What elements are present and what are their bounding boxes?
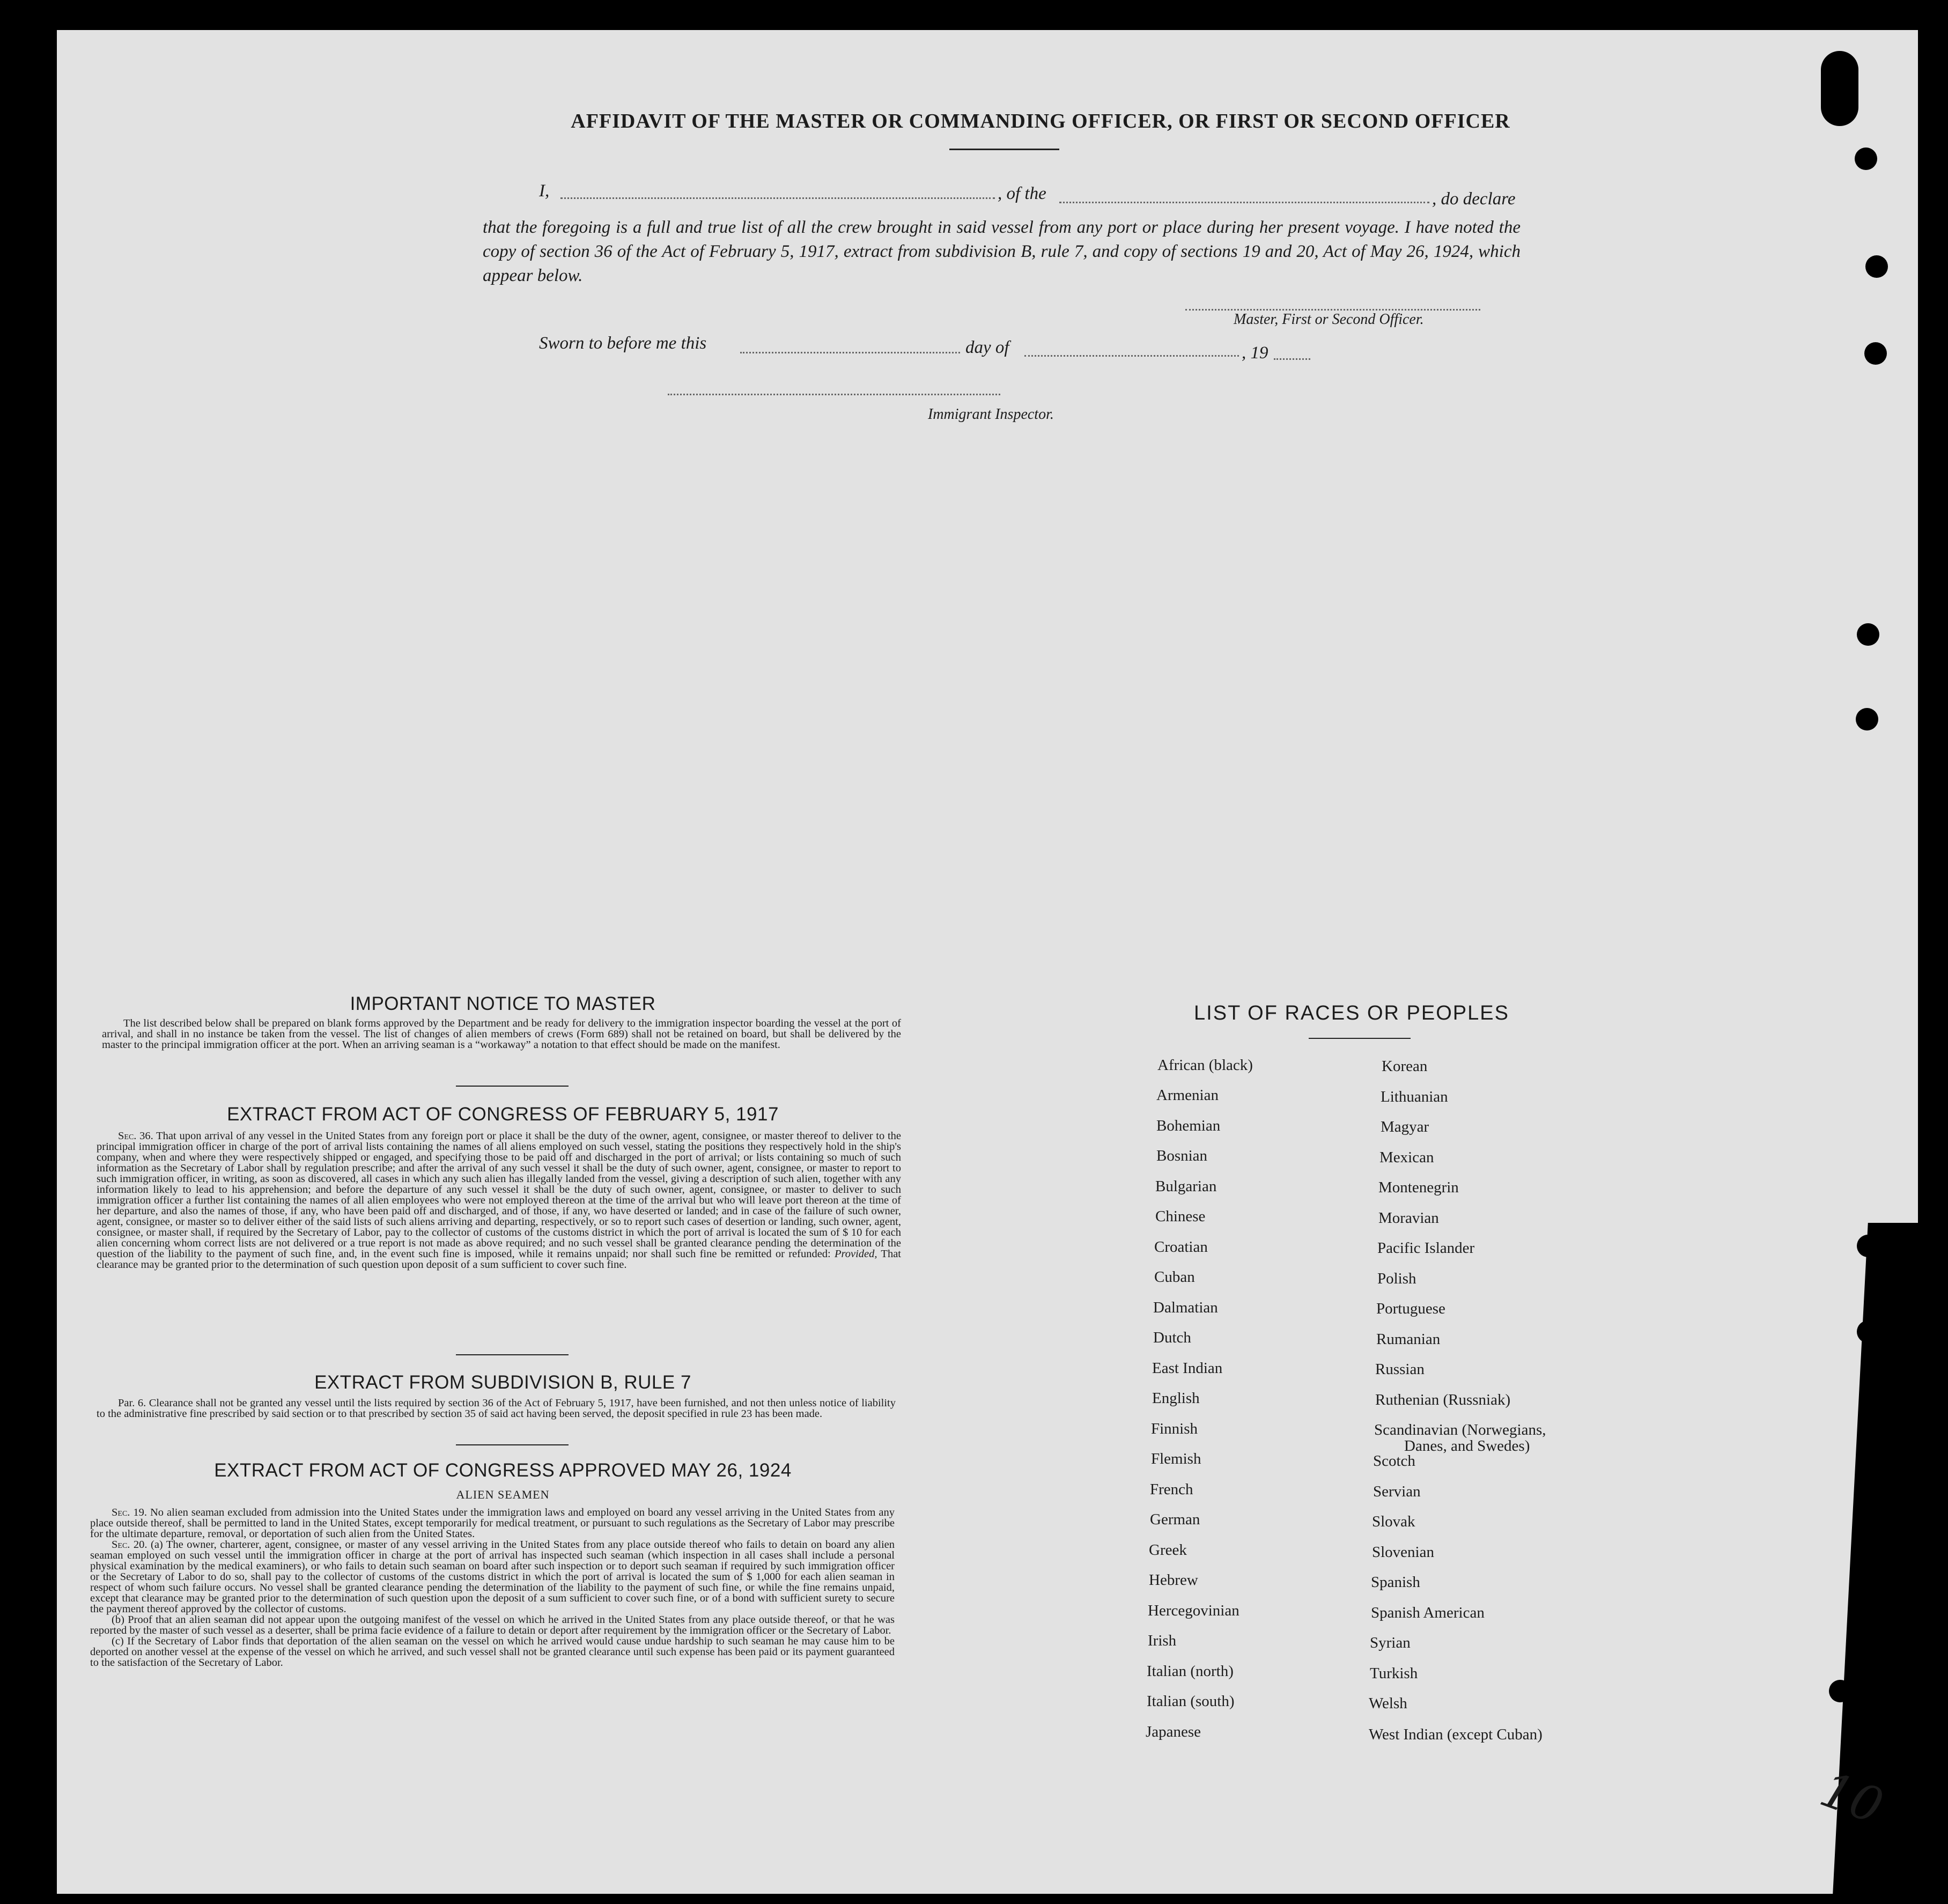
races-title: LIST OF RACES OR PEOPLES [1194,1002,1509,1024]
race-item: Ruthenian (Russniak) [1375,1391,1511,1408]
sec20a-text: (a) The owner, charterer, agent, consignee, or master of any vessel arriving in the United States from any place outside thereof who fails to detain on board any alien seaman employed on such vessel until the immigration officer in charge at the port of arrival has inspected such seaman (which inspection in all cases shall include a personal physical examination by the medical examiners), or who fails to detain such seaman on board after such inspection or to deport such seaman if required by such immigration officer or the Secretary of Labor to do so, shall pay to the collector of customs of the customs district in which the port of arrival is located the sum of $ 1,000 for each alien seaman in respect of whom such failure occurs. No vessel shall be granted clearance pending the determination of the liability to the payment of such fine, or while the fine remains unpaid, except that clearance may be granted prior to the determination of such question upon the deposit of a sum sufficient to cover such fine, or of a bond with sufficient surety to secure the payment thereof approved by the collector of customs. [90,1539,895,1615]
section-rule [456,1354,569,1355]
master-signature-field[interactable] [1185,309,1480,311]
of-the-label: , of the [998,184,1046,203]
race-item: Mexican [1379,1149,1434,1166]
race-item: West Indian (except Cuban) [1369,1726,1543,1743]
alien-seamen-subtitle: ALIEN SEAMEN [456,1488,550,1501]
race-item: Cuban [1154,1268,1195,1286]
race-item: French [1150,1481,1193,1498]
sec19-text: No alien seaman excluded from admission into the United States under the immigration laws and employed on board any vessel arriving in the United States from any place outside thereof, shall be permitted to land in the United States, except temporarily for medical treatment, or pursuant to such regulations as the Secretary of Labor may prescribe for the ultimate departure, removal, or deportation of such alien from the United States. [90,1507,895,1540]
race-item: English [1152,1390,1200,1407]
race-item: Irish [1148,1632,1177,1649]
section-rule [456,1444,569,1445]
section-rule [456,1086,569,1087]
race-item: Polish [1377,1270,1416,1287]
binder-hole [1855,147,1877,170]
race-item: Flemish [1151,1450,1201,1467]
race-item: Portuguese [1376,1300,1445,1317]
races-title-rule [1309,1038,1411,1039]
sec20c-text: (c) If the Secretary of Labor finds that deportation of the alien seaman on the vessel on which he arrived would cause undue hardship to such seaman he may cause him to be deported on another vessel at the expense of the vessel on which he arrived, and such vessel shall not be granted clearance until such expense has been paid or its payment guaranteed to the satisfaction of the Secretary of Labor. [90,1635,895,1669]
race-item: Danes, and Swedes) [1404,1437,1530,1455]
race-item: Bulgarian [1155,1178,1217,1195]
extract-rule7-title: EXTRACT FROM SUBDIVISION B, RULE 7 [314,1372,691,1393]
race-item: East Indian [1152,1360,1223,1377]
race-item: Lithuanian [1381,1088,1448,1105]
affidavit-body: that the foregoing is a full and true list of all the crew brought in said vessel from any port or place during her present voyage. I have noted the copy of section 36 of the Act of February 5, 1917, extract from subdivision B, rule 7, and copy of sections 19 and 20, Act of May 26, 1924, which appear below. [483,218,1521,285]
race-item: Bohemian [1156,1117,1221,1134]
binder-hole [1821,51,1858,126]
day-of-label: day of [965,338,1009,357]
binder-hole [1857,623,1879,646]
title-rule [949,149,1059,150]
extract-rule7-body: Par. 6. Clearance shall not be granted any vessel until the lists required by section 36 of the Act of February 5, 1917, have been furnished, and not then unless notice of liability to the administrative fine prescribed by said section or to that prescribed by section 35 of said act having been served, the deposit specified in rule 23 has been made. [97,1397,896,1420]
race-item: Croatian [1154,1238,1208,1256]
extract-1924-body [90,1507,895,1668]
race-item: Greek [1149,1541,1187,1559]
binder-hole [1857,1320,1879,1343]
race-item: Italian (south) [1147,1693,1235,1710]
race-item: Korean [1382,1058,1428,1075]
sec36-tail: That clearance may be granted prior to the determination of such question upon deposit of a sum sufficient to cover such fine. [97,1248,901,1271]
race-item: Scandinavian (Norwegians, [1374,1421,1546,1438]
race-item: Magyar [1381,1118,1429,1135]
race-item: Italian (north) [1147,1663,1234,1680]
race-item: Scotch [1373,1452,1415,1470]
provided-word: Provided, [835,1248,877,1260]
sec19-label: Sec. 19. [112,1507,147,1518]
race-item: Montenegrin [1378,1179,1459,1196]
race-item: Moravian [1378,1209,1439,1227]
sec20b-text: (b) Proof that an alien seaman did not appear upon the outgoing manifest of the vessel on which he arrived in the United States from any place outside thereof, or that he was reported by the master of such vessel as a deserter, shall be prima facie evidence of a failure to detain or deport after requirement by the immigration officer or the Secretary of Labor. [90,1614,895,1636]
inspector-label: Immigrant Inspector. [928,406,1054,423]
notice-body: The list described below shall be prepared on blank forms approved by the Department and be ready for delivery to the immigration inspector boarding the vessel at the port of arrival, and shall in no instance be taken from the vessel. The list of changes of alien members of crews (Form 689) shall not be retained on board, but shall be delivered by the master to the principal immigration officer at the port. When an arriving seaman is a “workaway” a notation to that effect should be made on the manifest. [102,1017,901,1051]
notice-title: IMPORTANT NOTICE TO MASTER [350,993,656,1014]
race-item: Slovak [1372,1513,1415,1530]
race-item: Pacific Islander [1377,1239,1475,1257]
race-item: Spanish [1371,1574,1420,1591]
affidavit-title: AFFIDAVIT OF THE MASTER OR COMMANDING OFFICER, OR FIRST OR SECOND OFFICER [571,110,1510,132]
race-item: Dutch [1153,1329,1191,1346]
race-item: African (black) [1157,1057,1253,1074]
sec36-text: That upon arrival of any vessel in the United States from any foreign port or place it shall be the duty of the owner, agent, consignee, or master thereof to deliver to the principal immigration officer in charge of the port of arrival lists containing the names of all aliens employed on such vessel, stating the positions they respectively hold in the ship's company, when and where they were respectively shipped or engaged, and specifying those to be paid off and discharged in the port of arrival; or lists containing so much of such information as the Secretary of Labor shall by regulation prescribe; and after the arrival of any such vessel it shall be the duty of such owner, agent, consignee, or master to report to such immigration officer, in writing, as soon as discovered, all cases in which any such alien has illegally landed from the vessel, giving a description of such alien, together with any information likely to lead to his apprehension; and before the departure of any such vessel it shall be the duty of such owner, agent, consignee, or master to deliver to such immigration officer a further list containing the names of all alien employees who were not employed thereon at the time of the arrival but who will leave port thereon at the time of her departure, and also the names of those, if any, who have been paid off and discharged, and of those, if any, wo have deserted or landed; and in case of the failure of such owner, agent, consignee, or master so to deliver either of the said lists of such aliens arriving and departing, respectively, or so to report such cases of desertion or landing, such owner, agent, consignee, or master shall, if required by the Secretary of Labor, pay to the collector of customs of the customs district in which the port of arrival is located the sum of $ 10 for each alien concerning whom correct lists are not delivered or a true report is not made as above required; and no such vessel shall be granted clearance pending the determination of the question of the liability to the payment of such fine, and, in the event such fine is imposed, while it remains unpaid; nor shall such fine be remitted or refunded: [97,1130,902,1260]
race-item: Russian [1375,1361,1425,1378]
inspector-signature-field[interactable] [668,394,1000,395]
race-item: Turkish [1370,1665,1418,1682]
race-item: German [1150,1511,1200,1528]
race-item: Rumanian [1376,1331,1441,1348]
master-signature-label: Master, First or Second Officer. [1234,311,1424,328]
sworn-label: Sworn to before me this [539,334,707,353]
sec36-label: Sec. 36. [118,1130,153,1142]
binder-hole [1864,342,1887,365]
race-item: Hebrew [1149,1571,1198,1589]
binder-hole [1829,1680,1851,1702]
extract-1924-title: EXTRACT FROM ACT OF CONGRESS APPROVED MAY 26, 1924 [214,1460,792,1481]
affidavit-i-label: I, [539,181,550,201]
race-item: Syrian [1370,1634,1411,1651]
sworn-day-field[interactable] [740,352,960,353]
do-declare-label: , do declare [1432,189,1516,209]
vessel-name-field[interactable] [1059,202,1429,203]
sec20-label: Sec. 20. [112,1539,147,1551]
binder-hole [1857,1235,1879,1257]
year-prefix-label: , 19 [1242,343,1268,363]
race-item: Dalmatian [1153,1299,1218,1316]
officer-name-field[interactable] [560,197,995,199]
race-item: Hercegovinian [1148,1602,1239,1619]
binder-hole [1865,255,1888,278]
race-item: Welsh [1369,1695,1407,1712]
race-item: Spanish American [1371,1604,1485,1621]
sworn-month-field[interactable] [1024,355,1239,357]
race-item: Servian [1373,1483,1421,1500]
sworn-year-field[interactable] [1274,358,1310,360]
race-item: Slovenian [1372,1544,1434,1561]
extract-1917-title: EXTRACT FROM ACT OF CONGRESS OF FEBRUARY 5, 1917 [227,1104,779,1125]
extract-1917-body [97,1131,901,1270]
race-item: Bosnian [1156,1147,1208,1164]
race-item: Chinese [1155,1208,1206,1225]
handwritten-page-number: 10 [1813,1761,1891,1835]
binder-hole [1856,708,1878,730]
race-item: Finnish [1151,1420,1198,1437]
race-item: Armenian [1156,1087,1219,1104]
race-item: Japanese [1146,1723,1201,1740]
